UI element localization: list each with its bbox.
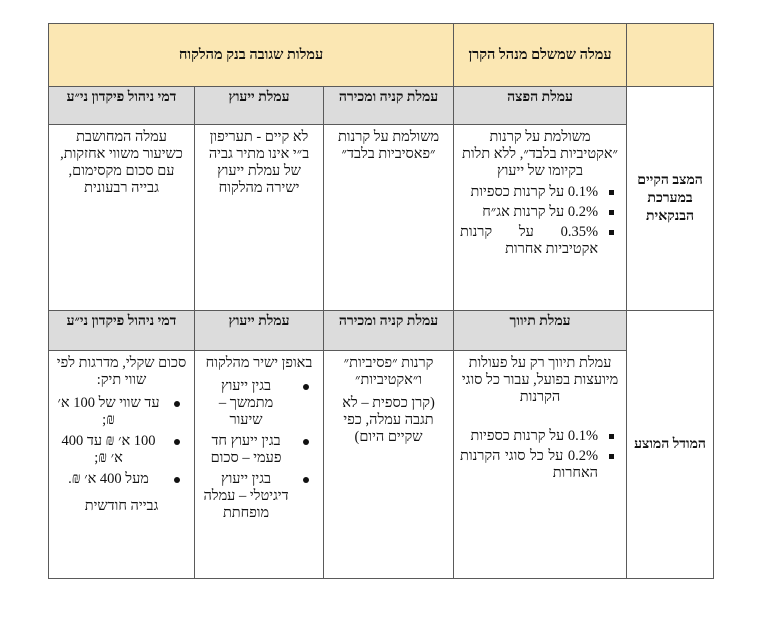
bank-fees-header: עמלות שגובה בנק מהלקוח <box>49 24 454 87</box>
advice-fee-head: עמלת ייעוץ <box>195 311 324 351</box>
current-custody-cell: עמלה המחושבת כשיעור משווי אחזקות, עם סכום מקסימום, גבייה רבעונית <box>49 125 195 311</box>
list-item: 0.35% על קרנות אקטיביות אחרות <box>460 224 620 258</box>
manager-fee-header: עמלה שמשלם מנהל הקרן <box>454 24 627 87</box>
proposed-advice-cell <box>195 351 324 579</box>
proposed-trade-text: קרנות ״פסיביות״ ו״אקטיביות״ <box>343 355 434 388</box>
proposed-custody-list <box>55 395 188 488</box>
corner-cell <box>627 24 714 87</box>
proposed-trade-note: (קרן כספית – לא תגבה עמלה, כפי שקיים היום) <box>342 395 435 445</box>
distribution-fee-head: עמלת הפצה <box>454 87 627 125</box>
list-item: 0.1% על קרנות כספיות <box>460 184 620 201</box>
fee-comparison-table-wrapper <box>48 23 713 579</box>
advice-fee-head: עמלת ייעוץ <box>195 87 324 125</box>
proposed-subheader-row <box>49 311 714 351</box>
current-state-subheader-row <box>49 87 714 125</box>
proposed-custody-cell <box>49 351 195 579</box>
list-item: 0.2% על קרנות אג״ח <box>460 204 620 221</box>
list-item: עד שווי של 100 א׳ ₪; <box>55 395 188 429</box>
list-item: בגין ייעוץ מתמשך – שיעור <box>201 378 317 429</box>
current-advice-cell: לא קיים - תעריפון ב״י אינו מתיר גביה של עמלת ייעוץ ישירה מהלקוח <box>195 125 324 311</box>
proposed-trade-cell <box>324 351 454 579</box>
custody-fee-head: דמי ניהול פיקדון ני״ע <box>49 311 195 351</box>
custody-fee-head: דמי ניהול פיקדון ני״ע <box>49 87 195 125</box>
brokerage-fee-head: עמלת תיווך <box>454 311 627 351</box>
current-distribution-list <box>460 184 620 258</box>
current-state-label: המצב הקיים במערכת הבנקאית <box>627 87 714 311</box>
list-item: 0.2% על כל סוגי הקרנות האחרות <box>460 448 620 482</box>
current-distribution-cell <box>454 125 627 311</box>
list-item: 0.1% על קרנות כספיות <box>460 428 620 445</box>
proposed-content-row <box>49 351 714 579</box>
proposed-custody-intro: סכום שקלי, מדרגות לפי שווי תיק: <box>56 355 187 388</box>
list-item: בגין ייעוץ דיגיטלי – עמלה מופחתת <box>201 471 317 522</box>
proposed-brokerage-list <box>460 428 620 482</box>
proposed-model-label: המודל המוצע <box>627 311 714 579</box>
list-item: 100 א׳ ₪ עד 400 א׳ ₪; <box>55 433 188 467</box>
current-distribution-intro: משולמת על קרנות ״אקטיביות בלבד״, ללא תלות בקיומו של ייעוץ <box>462 129 619 179</box>
header-row <box>49 24 714 87</box>
proposed-advice-list <box>201 378 317 522</box>
trade-fee-head: עמלת קניה ומכירה <box>324 311 454 351</box>
proposed-custody-note: גבייה חודשית <box>84 498 159 514</box>
fee-comparison-table <box>48 23 714 579</box>
trade-fee-head: עמלת קניה ומכירה <box>324 87 454 125</box>
list-item: מעל 400 א׳ ₪. <box>55 471 188 488</box>
list-item: בגין ייעוץ חד פעמי – סכום <box>201 433 317 467</box>
current-state-content-row <box>49 125 714 311</box>
proposed-advice-intro: באופן ישיר מהלקוח <box>205 355 313 371</box>
proposed-brokerage-cell <box>454 351 627 579</box>
current-trade-cell: משולמת על קרנות ״פאסיביות בלבד״ <box>324 125 454 311</box>
proposed-brokerage-intro: עמלת תיווך רק על פעולות מיועצות בפועל, עבור כל סוגי הקרנות <box>461 355 619 405</box>
